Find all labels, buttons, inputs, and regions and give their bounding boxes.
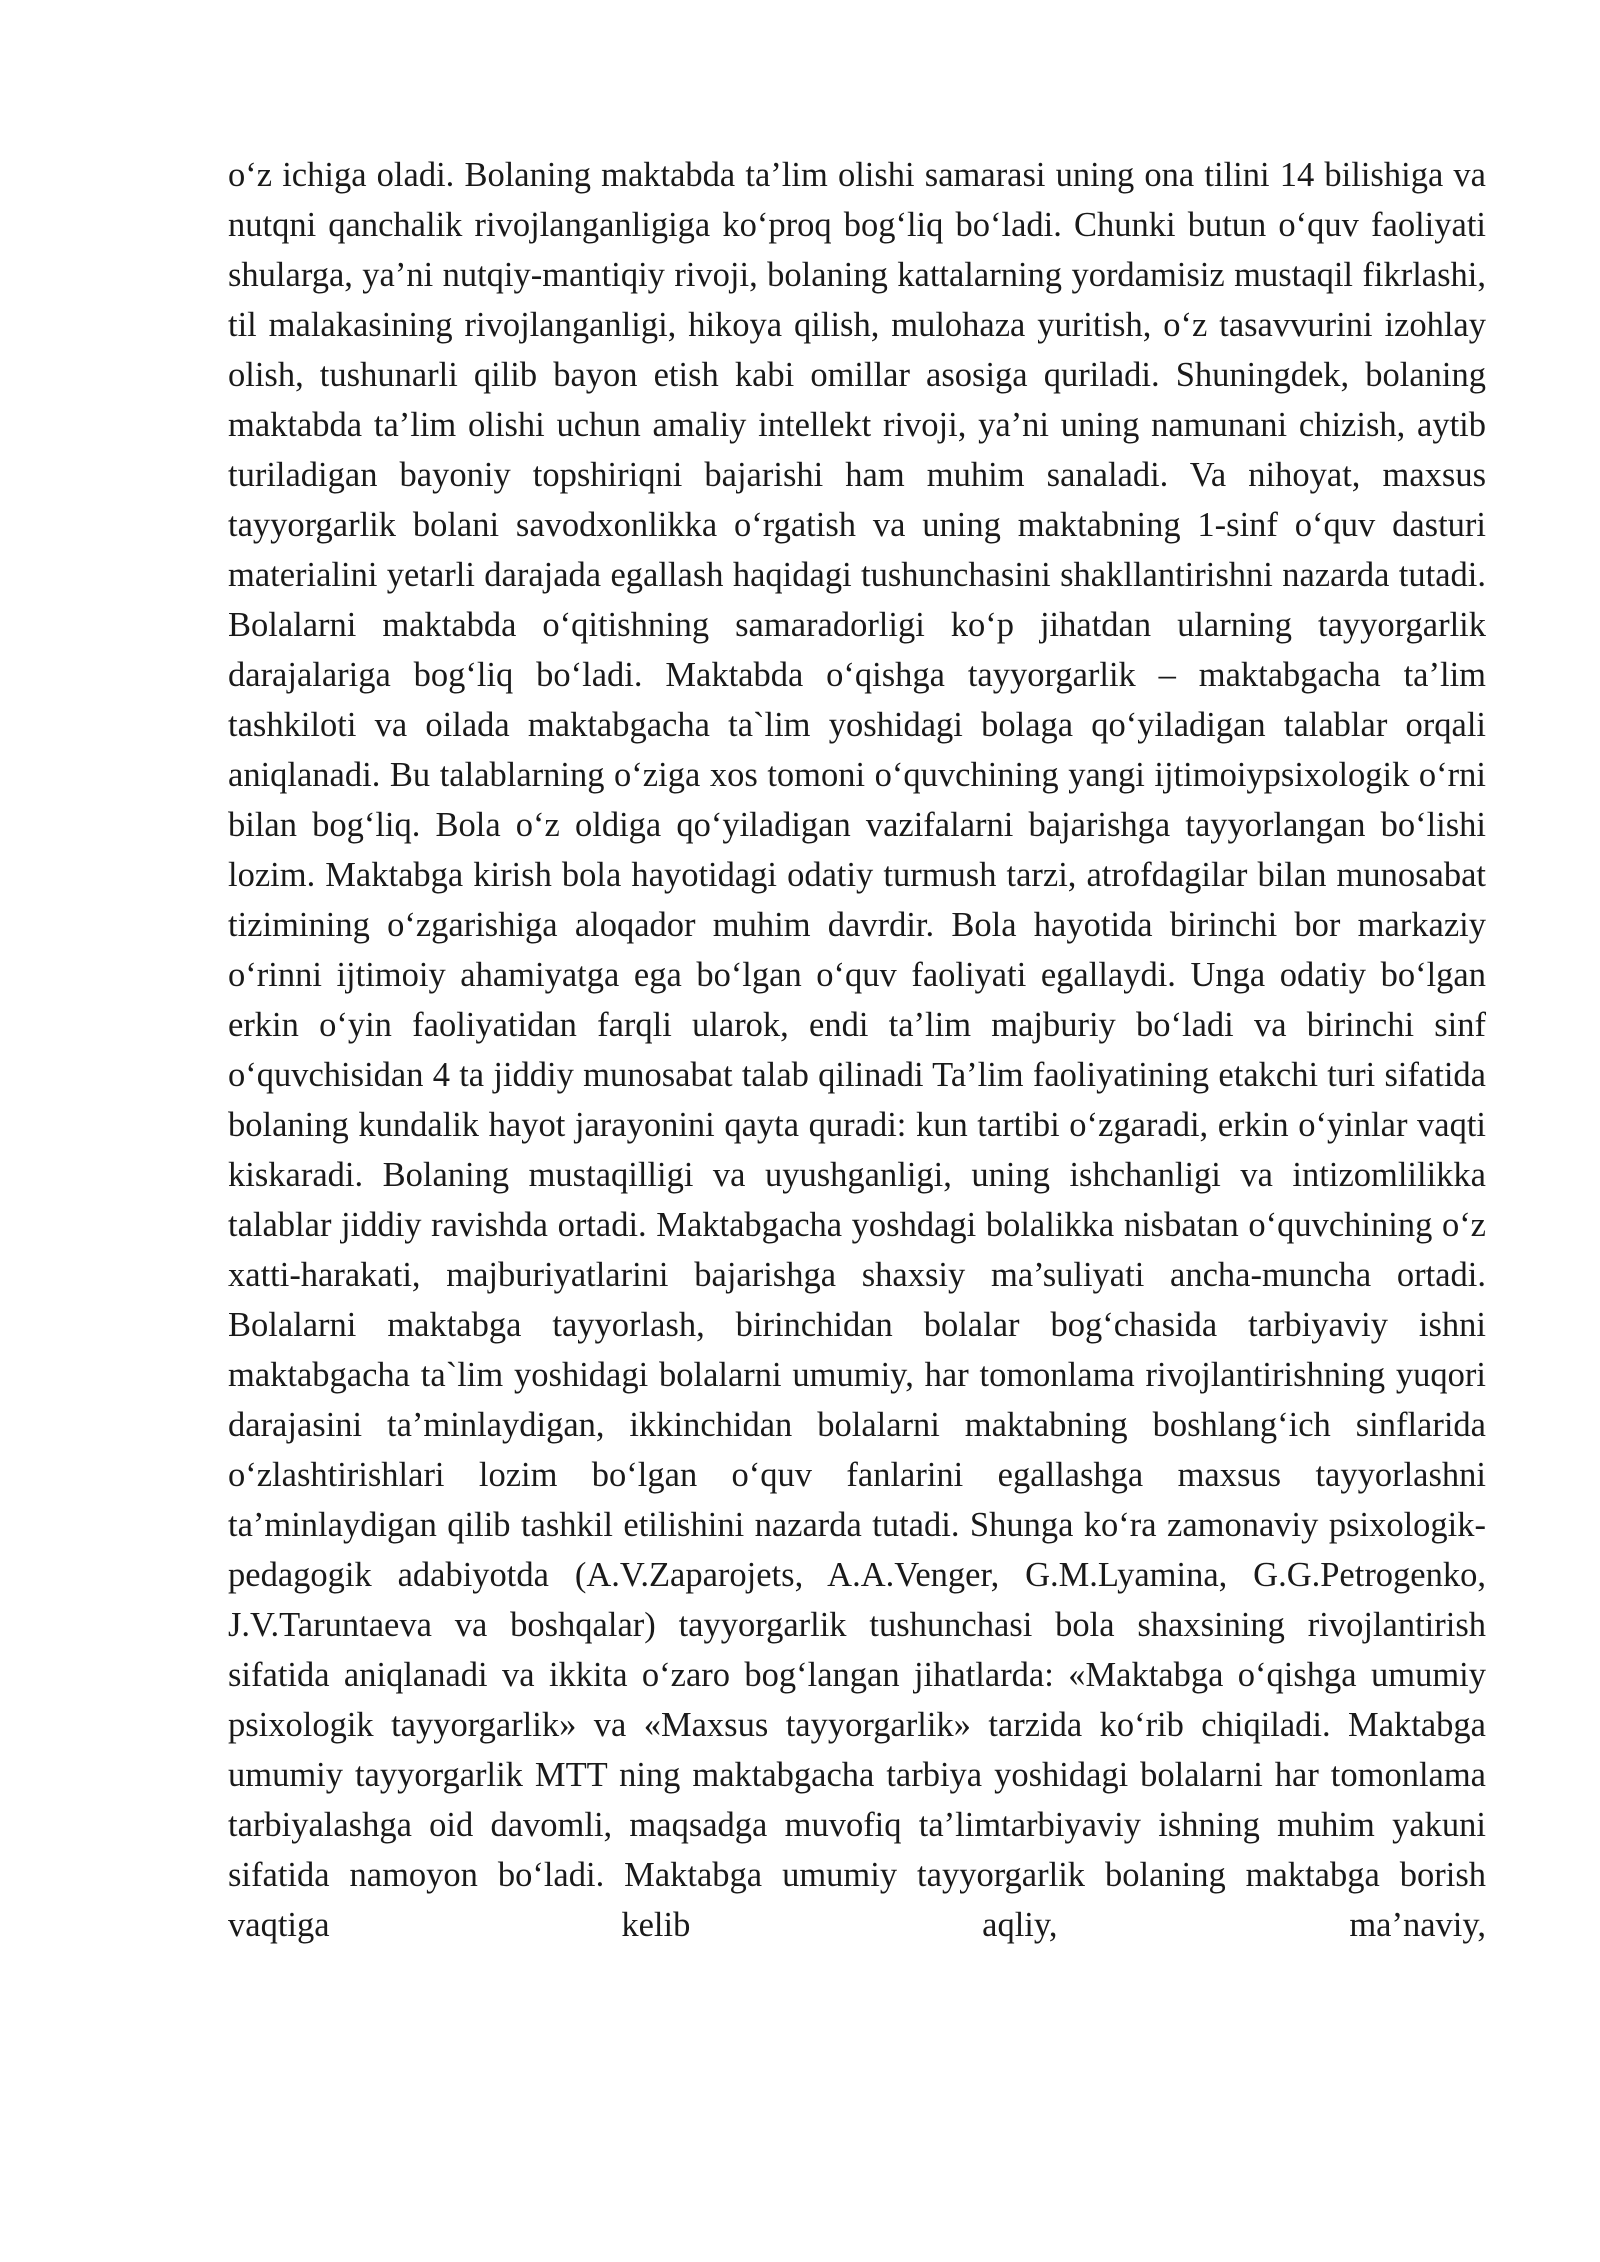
document-page (228, 150, 1486, 2150)
body-paragraph: o‘z ichiga oladi. Bolaning maktabda ta’lim olishi samarasi uning ona tilini 14 bilishiga va nutqni qanchalik rivojlanganligiga ko‘proq bog‘liq bo‘ladi. Chunki butun o‘quv faoliyati shularga, ya’ni nutqiy-mantiqiy rivoji, bolaning kattalarning yordamisiz mustaqil fikrlashi, til malakasining rivojlanganligi, hikoya qilish, mulohaza yuritish, o‘z tasavvurini izohlay olish, tushunarli qilib bayon etish kabi omillar asosiga quriladi. Shuningdek, bolaning maktabda ta’lim olishi uchun amaliy intellekt rivoji, ya’ni uning namunani chizish, aytib turiladigan bayoniy topshiriqni bajarishi ham muhim sanaladi. Va nihoyat, maxsus tayyorgarlik bolani savodxonlikka o‘rgatish va uning maktabning 1-sinf o‘quv dasturi materialini yetarli darajada egallash haqidagi tushunchasini shakllantirishni nazarda tutadi. Bolalarni maktabda o‘qitishning samaradorligi ko‘p jihatdan ularning tayyorgarlik darajalariga bog‘liq bo‘ladi. Maktabda o‘qishga tayyorgarlik – maktabgacha ta’lim tashkiloti va oilada maktabgacha ta`lim yoshidagi bolaga qo‘yiladigan talablar orqali aniqlanadi. Bu talablarning o‘ziga xos tomoni o‘quvchining yangi ijtimoiypsixologik o‘rni bilan bog‘liq. Bola o‘z oldiga qo‘yiladigan vazifalarni bajarishga tayyorlangan bo‘lishi lozim. Maktabga kirish bola hayotidagi odatiy turmush tarzi, atrofdagilar bilan munosabat tizimining o‘zgarishiga aloqador muhim davrdir. Bola hayotida birinchi bor markaziy o‘rinni ijtimoiy ahamiyatga ega bo‘lgan o‘quv faoliyati egallaydi. Unga odatiy bo‘lgan erkin o‘yin faoliyatidan farqli ularok, endi ta’lim majburiy bo‘ladi va birinchi sinf o‘quvchisidan 4 ta jiddiy munosabat talab qilinadi Ta’lim faoliyatining etakchi turi sifatida bolaning kundalik hayot jarayonini qayta quradi: kun tartibi o‘zgaradi, erkin o‘yinlar vaqti kiskaradi. Bolaning mustaqilligi va uyushganligi, uning ishchanligi va intizomlilikka talablar jiddiy ravishda ortadi. Maktabgacha yoshdagi bolalikka nisbatan o‘quvchining o‘z xatti-harakati, majburiyatlarini bajarishga shaxsiy ma’suliyati ancha-muncha ortadi. Bolalarni maktabga tayyorlash, birinchidan bolalar bog‘chasida tarbiyaviy ishni maktabgacha ta`lim yoshidagi bolalarni umumiy, har tomonlama rivojlantirishning yuqori darajasini ta’minlaydigan, ikkinchidan bolalarni maktabning boshlang‘ich sinflarida o‘zlashtirishlari lozim bo‘lgan o‘quv fanlarini egallashga maxsus tayyorlashni ta’minlaydigan qilib tashkil etilishini nazarda tutadi. Shunga ko‘ra zamonaviy psixologik-pedagogik adabiyotda (A.V.Zaparojets, A.A.Venger, G.M.Lyamina, G.G.Petrogenko, J.V.Taruntaeva va boshqalar) tayyorgarlik tushunchasi bola shaxsining rivojlantirish sifatida aniqlanadi va ikkita o‘zaro bog‘langan jihatlarda: «Maktabga o‘qishga umumiy psixologik tayyorgarlik» va «Maxsus tayyorgarlik» tarzida ko‘rib chiqiladi. Maktabga umumiy tayyorgarlik MTT ning maktabgacha tarbiya yoshidagi bolalarni har tomonlama tarbiyalashga oid davomli, maqsadga muvofiq ta’limtarbiyaviy ishning muhim yakuni sifatida namoyon bo‘ladi. Maktabga umumiy tayyorgarlik bolaning maktabga borish vaqtiga kelib aqliy, ma’naviy, (228, 156, 1486, 1944)
